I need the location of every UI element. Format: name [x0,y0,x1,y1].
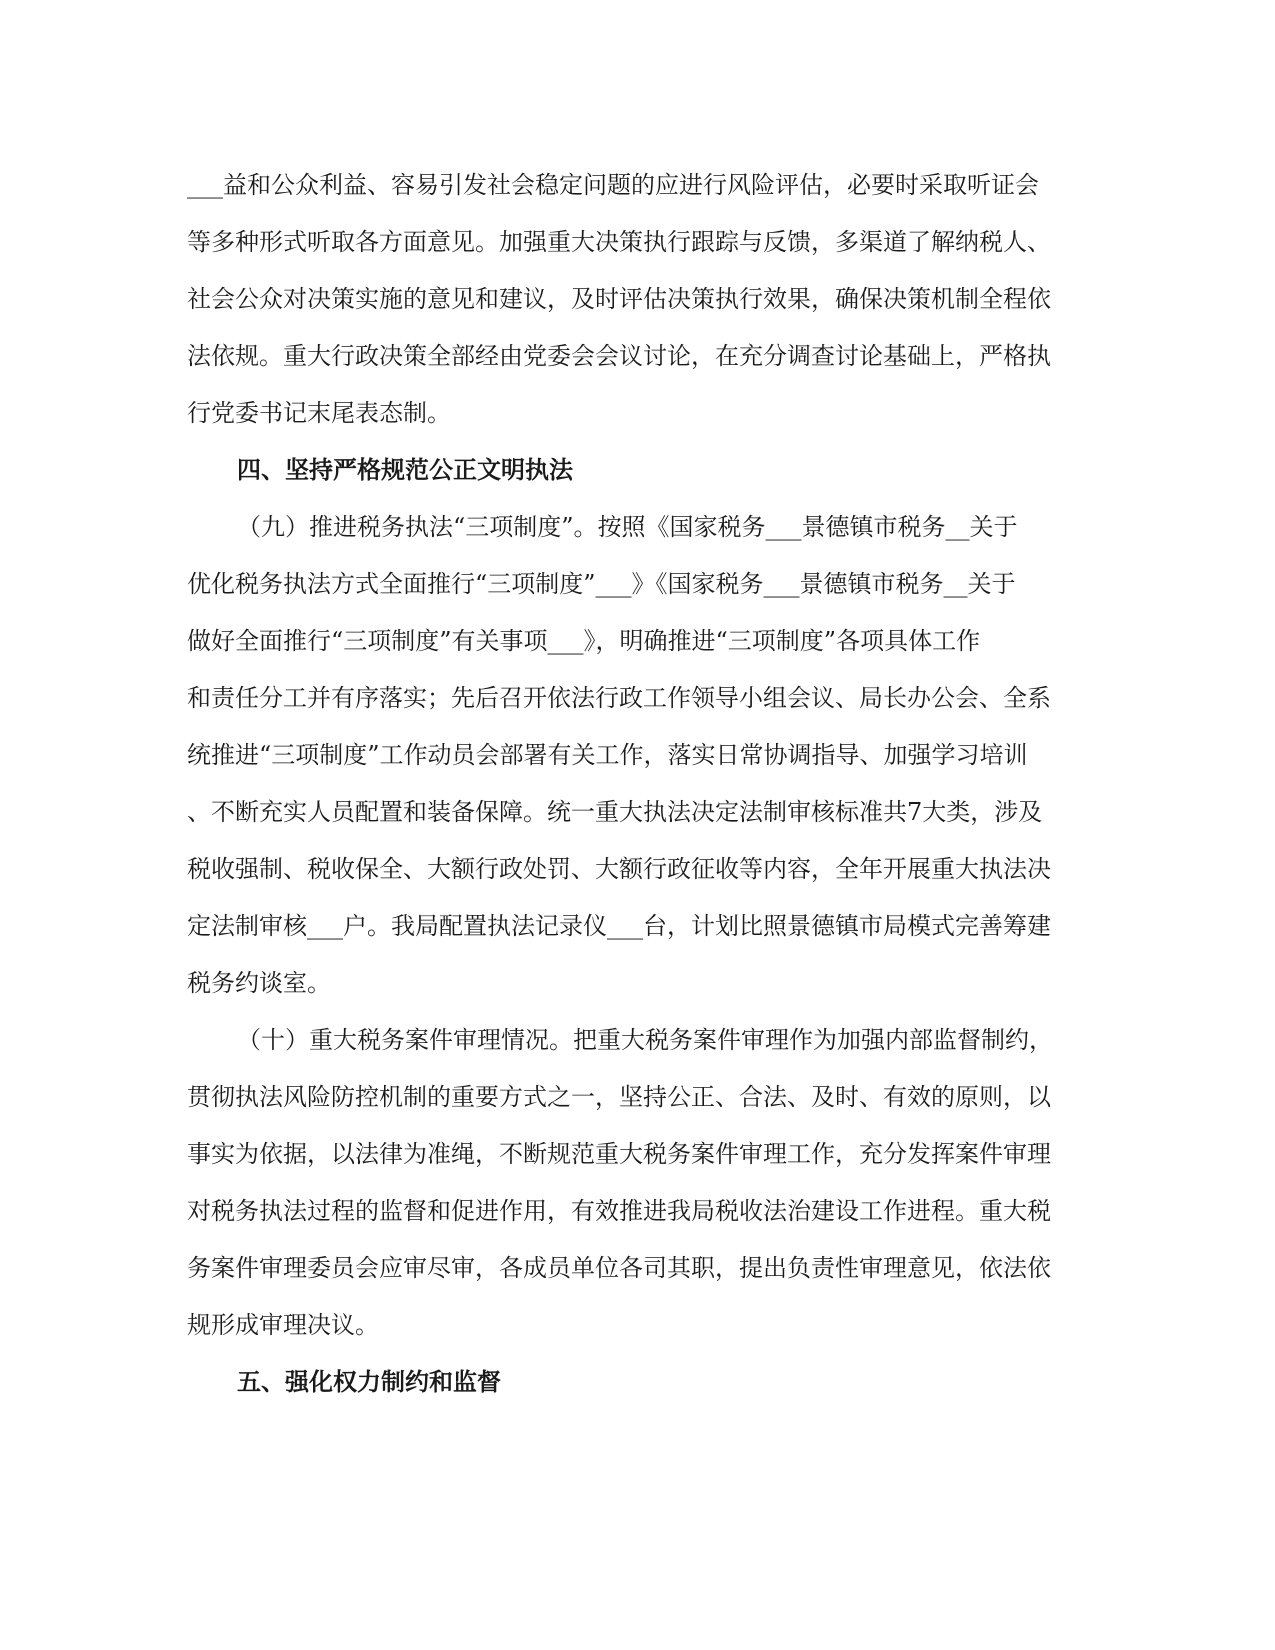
paragraph-line: 税务约谈室。 [187,969,331,997]
paragraph-line: 行党委书记末尾表态制。 [187,399,451,427]
paragraph-line: 和责任分工并有序落实；先后召开依法行政工作领导小组会议、局长办公会、全系 [187,684,1051,712]
paragraph-line: 务案件审理委员会应审尽审，各成员单位各司其职，提出负责性审理意见，依法依 [187,1254,1051,1282]
paragraph-line: 、不断充实人员配置和装备保障。统一重大执法决定法制审核标准共7大类，涉及 [187,798,1043,826]
section-heading: 五、强化权力制约和监督 [237,1368,501,1396]
paragraph-line: 优化税务执法方式全面推行“三项制度”___》《国家税务___景德镇市税务__关于 [187,570,1016,598]
paragraph-line: 法依规。重大行政决策全部经由党委会会议讨论，在充分调查讨论基础上，严格执 [187,342,1051,370]
paragraph-line: （十）重大税务案件审理情况。把重大税务案件审理作为加强内部监督制约， [237,1026,1053,1054]
paragraph-line: 事实为依据，以法律为准绳，不断规范重大税务案件审理工作，充分发挥案件审理 [187,1140,1051,1168]
paragraph-line: 社会公众对决策实施的意见和建议，及时评估决策执行效果，确保决策机制全程依 [187,285,1051,313]
paragraph-line: 税收强制、税收保全、大额行政处罚、大额行政征收等内容，全年开展重大执法决 [187,855,1051,883]
paragraph-line: （九）推进税务执法“三项制度”。按照《国家税务___景德镇市税务__关于 [237,513,1018,541]
paragraph-line: 规形成审理决议。 [187,1311,379,1339]
paragraph-line: 定法制审核___户。我局配置执法记录仪___台，计划比照景德镇市局模式完善筹建 [187,912,1051,940]
section-heading: 四、坚持严格规范公正文明执法 [237,456,573,484]
paragraph-line: 贯彻执法风险防控机制的重要方式之一，坚持公正、合法、及时、有效的原则，以 [187,1083,1051,1111]
paragraph-line: 对税务执法过程的监督和促进作用，有效推进我局税收法治建设工作进程。重大税 [187,1197,1051,1225]
paragraph-line: 做好全面推行“三项制度”有关事项___》，明确推进“三项制度”各项具体工作 [187,627,981,655]
paragraph-line: 等多种形式听取各方面意见。加强重大决策执行跟踪与反馈，多渠道了解纳税人、 [187,228,1051,256]
paragraph-line: 统推进“三项制度”工作动员会部署有关工作，落实日常协调指导、加强学习培训 [187,741,1028,769]
paragraph-line: ___益和公众利益、容易引发社会稳定问题的应进行风险评估，必要时采取听证会 [187,171,1039,199]
